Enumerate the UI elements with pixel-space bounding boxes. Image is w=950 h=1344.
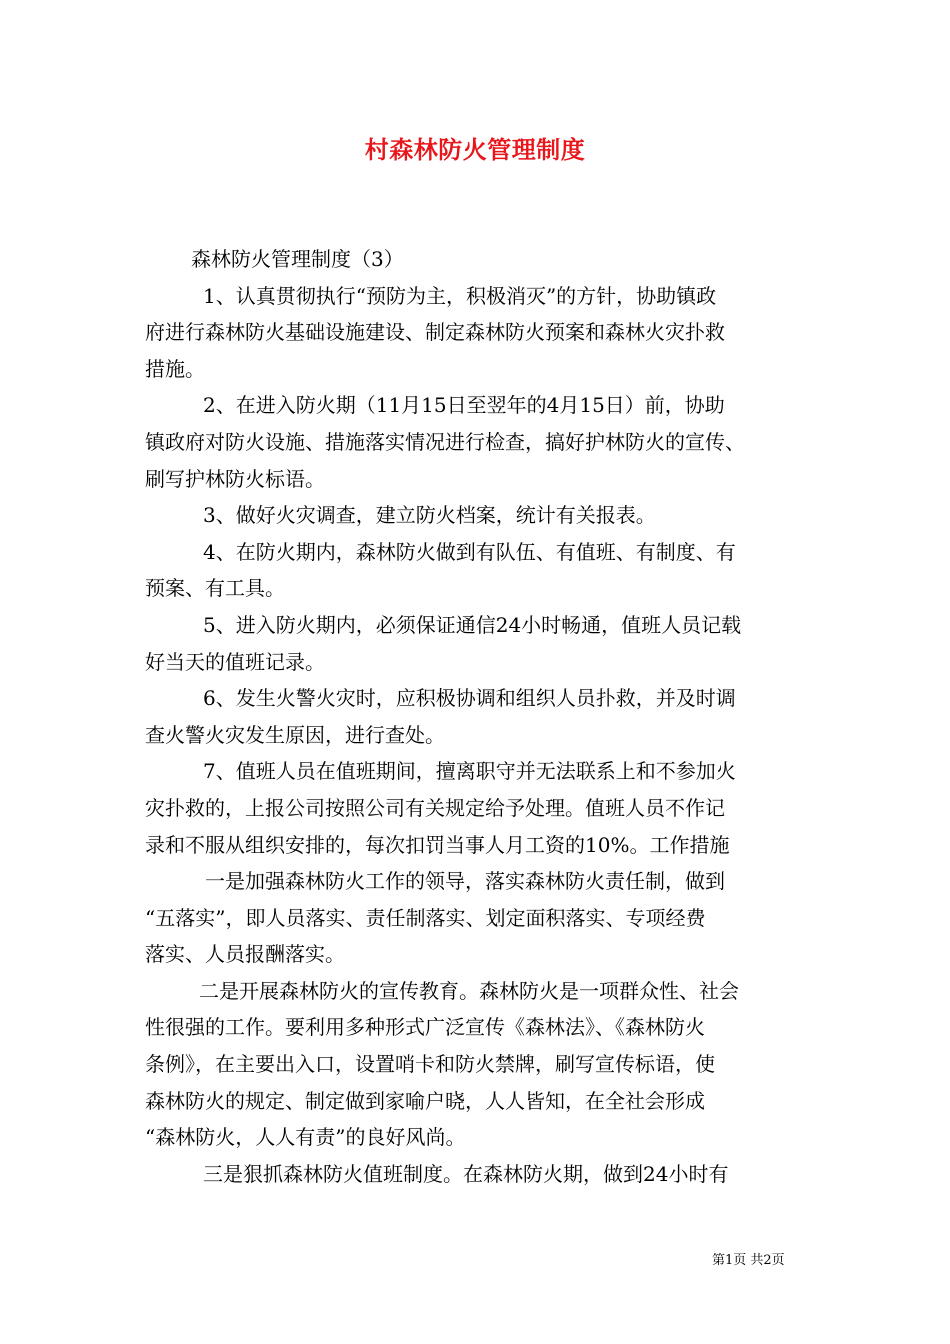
paragraph-line: 镇政府对防火设施、措施落实情况进行检查，搞好护林防火的宣传、 [145, 429, 745, 454]
paragraph-line: 府进行森林防火基础设施建设、制定森林防火预案和森林火灾扑救 [145, 320, 725, 345]
paragraph [145, 863, 810, 973]
paragraph [145, 534, 810, 607]
paragraph [145, 680, 810, 753]
paragraph [145, 387, 810, 497]
paragraph-line: 1、认真贯彻执行“预防为主，积极消灭”的方针，协助镇政 [203, 283, 717, 308]
paragraph-line: 刷写护林防火标语。 [145, 466, 325, 491]
paragraph [145, 973, 810, 1156]
paragraph [145, 241, 810, 278]
paragraph-line: “五落实”，即人员落实、责任制落实、划定面积落实、专项经费 [145, 905, 706, 930]
paragraph-line: 好当天的值班记录。 [145, 649, 325, 674]
paragraph-line: 5、进入防火期内，必须保证通信24小时畅通，值班人员记载 [203, 612, 742, 637]
paragraph-line: 一是加强森林防火工作的领导，落实森林防火责任制，做到 [205, 869, 725, 894]
paragraph-line: 预案、有工具。 [145, 576, 285, 601]
paragraph-line: 森林防火管理制度（3） [191, 247, 404, 271]
document-body [145, 241, 810, 1192]
paragraph [145, 278, 810, 388]
page-number-footer: 第1页 共2页 [712, 1253, 785, 1268]
paragraph-line: 性很强的工作。要利用多种形式广泛宣传《森林法》、《森林防火 [145, 1015, 705, 1040]
paragraph-line: 录和不服从组织安排的，每次扣罚当事人月工资的10%。工作措施 [145, 832, 730, 857]
paragraph-line: 二是开展森林防火的宣传教育。森林防火是一项群众性、社会 [199, 978, 739, 1003]
paragraph [145, 497, 810, 534]
paragraph [145, 1156, 810, 1193]
paragraph-line: 查火警火灾发生原因，进行查处。 [145, 722, 445, 747]
paragraph-line: 6、发生火警火灾时，应积极协调和组织人员扑救，并及时调 [203, 686, 736, 711]
paragraph-line: 灾扑救的，上报公司按照公司有关规定给予处理。值班人员不作记 [145, 795, 725, 820]
paragraph-line: 条例》，在主要出入口，设置哨卡和防火禁牌，刷写宣传标语，使 [145, 1052, 715, 1077]
paragraph-line: “森林防火，人人有责”的良好风尚。 [145, 1125, 466, 1150]
paragraph [145, 753, 810, 863]
paragraph-line: 措施。 [145, 356, 205, 381]
paragraph-line: 森林防火的规定、制定做到家喻户晓，人人皆知，在全社会形成 [145, 1088, 705, 1113]
paragraph-line: 3、做好火灾调查，建立防火档案，统计有关报表。 [203, 503, 656, 528]
paragraph-line: 4、在防火期内，森林防火做到有队伍、有值班、有制度、有 [203, 539, 736, 564]
paragraph-line: 7、值班人员在值班期间，擅离职守并无法联系上和不参加火 [203, 759, 736, 784]
paragraph-line: 三是狠抓森林防火值班制度。在森林防火期，做到24小时有 [203, 1161, 729, 1186]
paragraph [145, 607, 810, 680]
paragraph-line: 2、在进入防火期（11月15日至翌年的4月15日）前，协助 [203, 393, 725, 418]
document-title: 村森林防火管理制度 [364, 136, 586, 164]
paragraph-line: 落实、人员报酬落实。 [145, 942, 345, 967]
